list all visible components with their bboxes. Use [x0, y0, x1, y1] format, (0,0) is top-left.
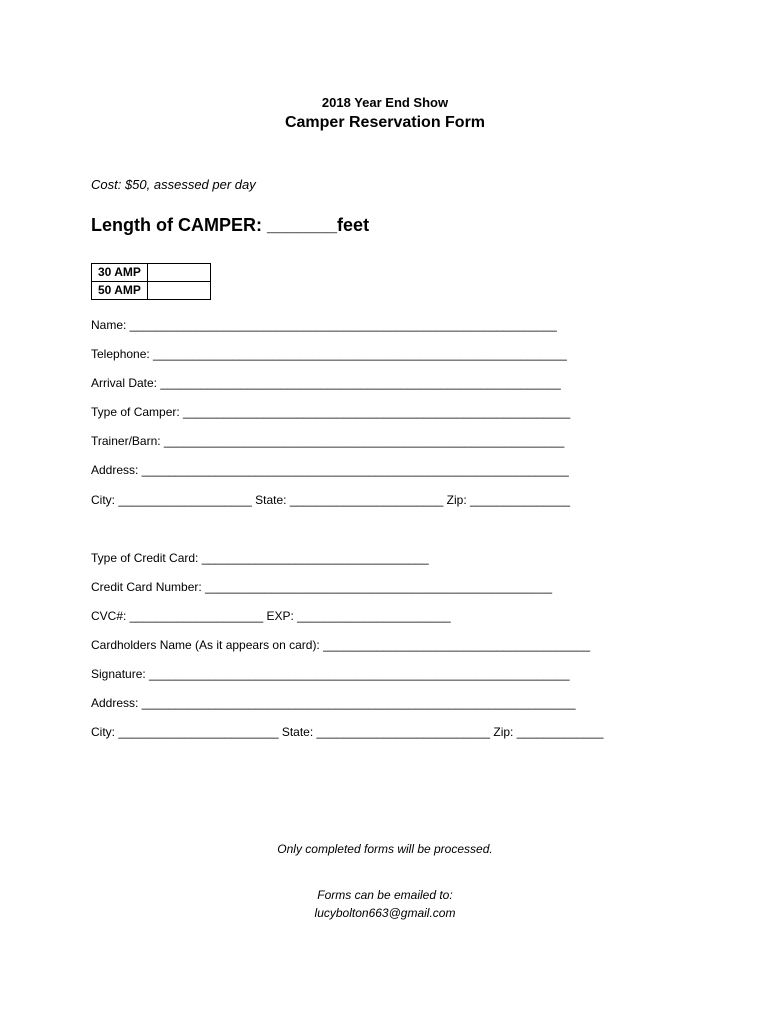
credit-card-type-field[interactable]: Type of Credit Card: __________________________________	[91, 551, 429, 565]
email-address: lucybolton663@gmail.com	[314, 906, 456, 920]
camper-length-field[interactable]: Length of CAMPER: _______feet	[91, 215, 370, 235]
trainer-barn-field[interactable]: Trainer/Barn: ____________________________________________________________	[91, 434, 565, 448]
cost-note: Cost: $50, assessed per day	[91, 177, 256, 192]
name-field[interactable]: Name: ________________________________________________________________	[91, 318, 557, 332]
email-label: Forms can be emailed to:	[317, 888, 453, 902]
address-field[interactable]: Address: ________________________________________________________________	[91, 463, 569, 477]
amp-checkbox-30[interactable]	[147, 264, 210, 282]
cardholder-name-field[interactable]: Cardholders Name (As it appears on card): ________________________________________	[91, 638, 591, 652]
billing-address-field[interactable]: Address: _________________________________________________________________	[91, 696, 576, 710]
city-state-zip-field[interactable]: City: ____________________ State: _______________________ Zip: _______________	[91, 493, 571, 507]
amp-selection-table	[91, 263, 211, 300]
amp-row-30	[92, 264, 211, 282]
amp-row-50	[92, 282, 211, 300]
billing-city-state-zip-field[interactable]: City: ________________________ State: __________________________ Zip: _____________	[91, 725, 604, 739]
type-of-camper-field[interactable]: Type of Camper: __________________________________________________________	[91, 405, 571, 419]
form-supertitle: 2018 Year End Show	[321, 95, 449, 110]
cvc-exp-field[interactable]: CVC#: ____________________ EXP: _______________________	[91, 609, 451, 623]
signature-field[interactable]: Signature: _______________________________________________________________	[91, 667, 570, 681]
amp-label-30: 30 AMP	[92, 264, 148, 282]
amp-label-50: 50 AMP	[92, 282, 148, 300]
arrival-date-field[interactable]: Arrival Date: ____________________________________________________________	[91, 376, 561, 390]
form-title: Camper Reservation Form	[284, 114, 486, 131]
completed-forms-note: Only completed forms will be processed.	[277, 842, 493, 856]
credit-card-number-field[interactable]: Credit Card Number: ____________________________________________________	[91, 580, 553, 594]
amp-checkbox-50[interactable]	[147, 282, 210, 300]
telephone-field[interactable]: Telephone: ______________________________________________________________	[91, 347, 567, 361]
